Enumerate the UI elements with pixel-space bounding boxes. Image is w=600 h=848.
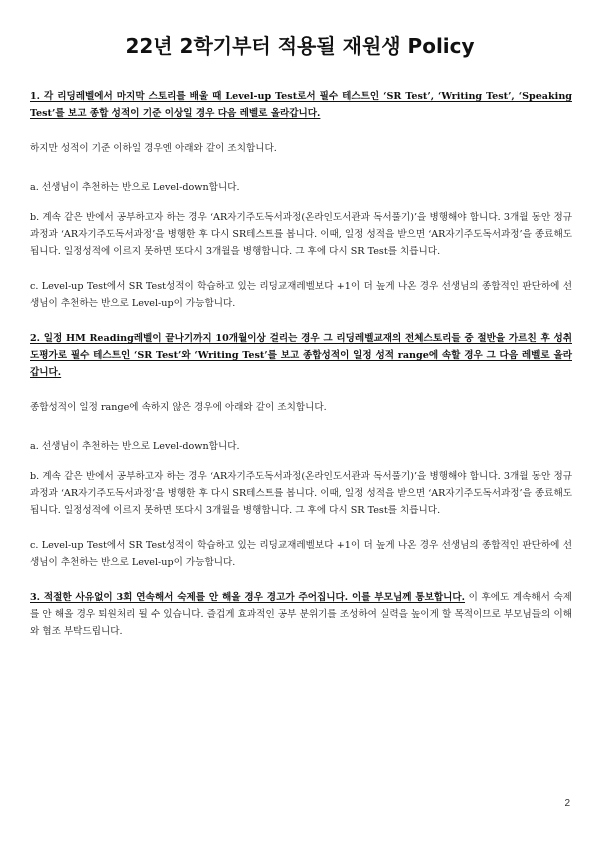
page-title: 22년 2학기부터 적용될 재원생 Policy — [125, 34, 475, 58]
section-2-heading: 2. 일정 HM Reading레벨이 끝나기까지 10개월이상 걸리는 경우 그 리딩레벨교재의 전체스토리들 중 절반을 가르친 후 성취도평가로 필수 테스트인 ‘SR Test’와 ‘Writing Test’를 보고 종합성적이 일정 성적 range에 속할 경우 그 다음 레벨로 올라갑니다. — [30, 333, 572, 378]
section-1-item-c: c. Level-up Test에서 SR Test성적이 학습하고 있는 리딩교재레벨보다 +1이 더 높게 나온 경우 선생님의 종합적인 판단하에 선생님이 추천하는 반으로 Level-up이 가능합니다. — [30, 281, 572, 309]
section-3-body: 이 후에도 계속해서 숙제를 안 해올 경우 퇴원처리 될 수 있습니다. 즐겁게 효과적인 공부 분위기를 조성하여 실력을 높이게 할 목적이므로 부모님들의 이해와 협조 부탁드립니다. — [30, 592, 572, 637]
page-number: 2 — [564, 798, 570, 809]
section-1-item-a: a. 선생님이 추천하는 반으로 Level-down합니다. — [30, 182, 240, 193]
section-1-item-b: b. 계속 같은 반에서 공부하고자 하는 경우 ‘AR자기주도독서과정(온라인도서관과 독서풀기)’을 병행해야 합니다. 3개월 동안 정규과정과 ‘AR자기주도독서과정’을 병행한 후 다시 SR테스트를 봅니다. 이때, 일정 성적을 받으면 ‘AR자기주도독서과정’을 종료해도 됩니다. 일정성적에 이르지 못하면 또다시 3개월을 병행합니다. 그 후에 다시 SR Test를 치릅니다. — [30, 212, 572, 257]
section-3-heading: 3. 적절한 사유없이 3회 연속해서 숙제를 안 해올 경우 경고가 주어집니다. 이를 부모님께 통보합니다. — [30, 592, 466, 603]
policy-content — [30, 88, 572, 640]
section-1-heading: 1. 각 리딩레벨에서 마지막 스토리를 배울 때 Level-up Test로서 필수 테스트인 ‘SR Test’, ‘Writing Test’, ‘Speaking Test’를 보고 종합 성적이 기준 이상일 경우 다음 레벨로 올라갑니다. — [30, 91, 572, 119]
section-3-paragraph — [30, 589, 572, 640]
section-2-intro: 종합성적이 일정 range에 속하지 않은 경우에 아래와 같이 조치합니다. — [30, 402, 327, 413]
section-2-item-c: c. Level-up Test에서 SR Test성적이 학습하고 있는 리딩교재레벨보다 +1이 더 높게 나온 경우 선생님의 종합적인 판단하에 선생님이 추천하는 반으로 Level-up이 가능합니다. — [30, 540, 572, 568]
section-2-item-b: b. 계속 같은 반에서 공부하고자 하는 경우 ‘AR자기주도독서과정(온라인도서관과 독서풀기)’을 병행해야 합니다. 3개월 동안 정규과정과 ‘AR자기주도독서과정’을 병행한 후 다시 SR테스트를 봅니다. 이때, 일정 성적을 받으면 ‘AR자기주도독서과정’을 종료해도 됩니다. 일정성적에 이르지 못하면 또다시 3개월을 병행합니다. 그 후에 다시 SR Test를 치릅니다. — [30, 471, 572, 516]
section-1-intro: 하지만 성적이 기준 이하일 경우엔 아래와 같이 조치합니다. — [30, 143, 277, 154]
section-2-item-a: a. 선생님이 추천하는 반으로 Level-down합니다. — [30, 441, 240, 452]
